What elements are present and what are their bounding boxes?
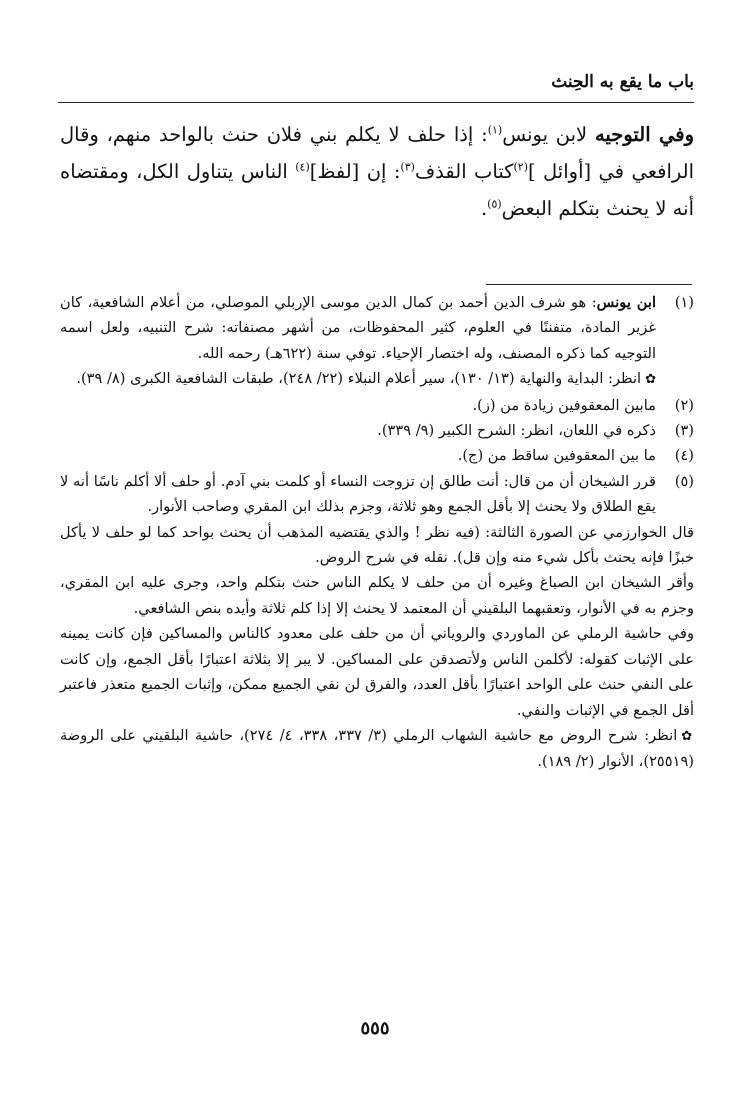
footnote-5-paragraph-2: قال الخوارزمي عن الصورة الثالثة: (فيه نظر ! والذي يقتضيه المذهب أن يحنث بواحد كما لو حلف لا يأكل خبزًا فإنه يحنث بأكل شيء منه وإن قل). نقله في شرح الروض.	[60, 523, 694, 567]
footnote-number: (١)	[674, 294, 694, 311]
header-rule	[58, 102, 694, 103]
footnote-text: مابين المعقوفين زيادة من (ز).	[472, 396, 656, 414]
main-paragraph	[60, 116, 694, 227]
main-bold-term: وفي التوجيه	[594, 123, 694, 146]
footnote-text: ذكره في اللعان، انظر: الشرح الكبير (٩/ ٣٣٩).	[377, 422, 656, 440]
main-text-a: لابن يونس	[502, 123, 595, 146]
footnote-text	[60, 366, 656, 392]
footnote-ref-4: (٤)	[295, 160, 310, 174]
footnote-5-paragraph-3: وأقر الشيخان ابن الصباغ وغيره أن من حلف لا يكلم الناس حنث بتكلم واحد، وجرى عليه ابن المقري، وجزم به في الأنوار، وتعقبهما البلقيني أن المعتمد لا يحنث إلا إذا كلم ثلاثة وأيده بنص الشافعي.	[60, 574, 694, 617]
footnote-bold-term: ابن يونس	[596, 294, 656, 311]
main-text-e: الناس يتناول الكل، ومقتضاه أنه لا يحنث بتكلم البعض	[60, 160, 694, 220]
footnote-5	[60, 469, 694, 520]
footnote-number: (٥)	[674, 472, 694, 490]
footnote-1-reference	[60, 366, 694, 392]
flower-icon: ✿	[645, 372, 656, 388]
footnote-1	[60, 290, 694, 366]
flower-icon: ✿	[681, 728, 694, 744]
footnote-2	[60, 393, 694, 418]
footnote-text: ما بين المعقوفين ساقط من (ج).	[457, 447, 656, 465]
footnote-4	[60, 443, 694, 468]
footnote-text: قرر الشيخان أن من قال: أنت طالق إن تزوجت النساء أو كلمت بني آدم. أو حلف ألا أكلم ناسًا أنه لا يقع الطلاق ولا يحنث إلا بأقل الجمع وهو ثلاثة، وجزم بذلك ابن المقري وصاحب الأنوار.	[60, 472, 656, 516]
page-number: ٥٥٥	[360, 1018, 390, 1039]
footnote-indent	[656, 366, 694, 392]
footnote-reference: انظر: البداية والنهاية (١٣/ ١٣٠)، سير أعلام النبلاء (٢٢/ ٢٤٨)، طبقات الشافعية الكبرى (٨/ ٣٩).	[76, 370, 642, 388]
footnote-ref-3: (٣)	[400, 160, 415, 174]
main-text-b: : إذا حلف لا يكلم بني فلان حنث بالواحد منهم، وقال الرافعي في [أوائل ]	[60, 123, 695, 183]
footnote-number: (٤)	[674, 447, 694, 465]
footnote-ref-2: (٢)	[513, 160, 529, 174]
footnote-body: : هو شرف الدين أحمد بن كمال الدين موسى الإربلي الموصلي، من أعلام الشافعية، كان غزير المادة، متفننًا في العلوم، كثير المحفوظات، من أشهر مصنفاته: شرح التنبيه، ولعل اسمه التوجيه كما ذكره المصنف، وله اختصار الإحياء. توفي سنة (٦٢٢هـ) رحمه الله.	[60, 294, 656, 362]
footnote-5-reference	[60, 723, 694, 775]
running-head: باب ما يقع به الحِنث	[551, 72, 694, 92]
footnote-reference: انظر: شرح الروض مع حاشية الشهاب الرملي (٣/ ٣٣٧، ٣٣٨، ٤/ ٢٧٤)، حاشية البلقيني على الروضة (٢٥٥١٩)، الأنوار (٢/ ١٨٩).	[60, 726, 694, 771]
footnote-number: (٣)	[674, 422, 694, 440]
main-text-c: كتاب القذف	[414, 160, 514, 183]
main-text-d: : إن [لفظ]	[309, 160, 401, 183]
footnotes	[60, 290, 694, 775]
footnote-3	[60, 418, 694, 443]
footnote-rule	[486, 284, 692, 285]
main-text-f: .	[480, 197, 488, 220]
footnote-number: (٢)	[674, 396, 694, 414]
footnote-5-paragraph-4: وفي حاشية الرملي عن الماوردي والروياني أن من حلف على معدود كالناس والمساكين فإن كانت يمينه على الإثبات كقوله: لأكلمن الناس ولأتصدقن على المساكين. لا يبر إلا بثلاثة اعتبارًا بأقل الجمع، وإن كانت على النفي حنث على الواحد اعتبارًا بأقل العدد، والفرق لن نفي الجميع ممكن، وإثبات الجميع متعذر فاعتبر أقل الجمع في الإثبات والنفي.	[60, 625, 694, 719]
footnote-ref-5: (٥)	[487, 197, 502, 211]
footnote-text	[60, 290, 656, 366]
footnote-ref-1: (١)	[487, 123, 503, 137]
